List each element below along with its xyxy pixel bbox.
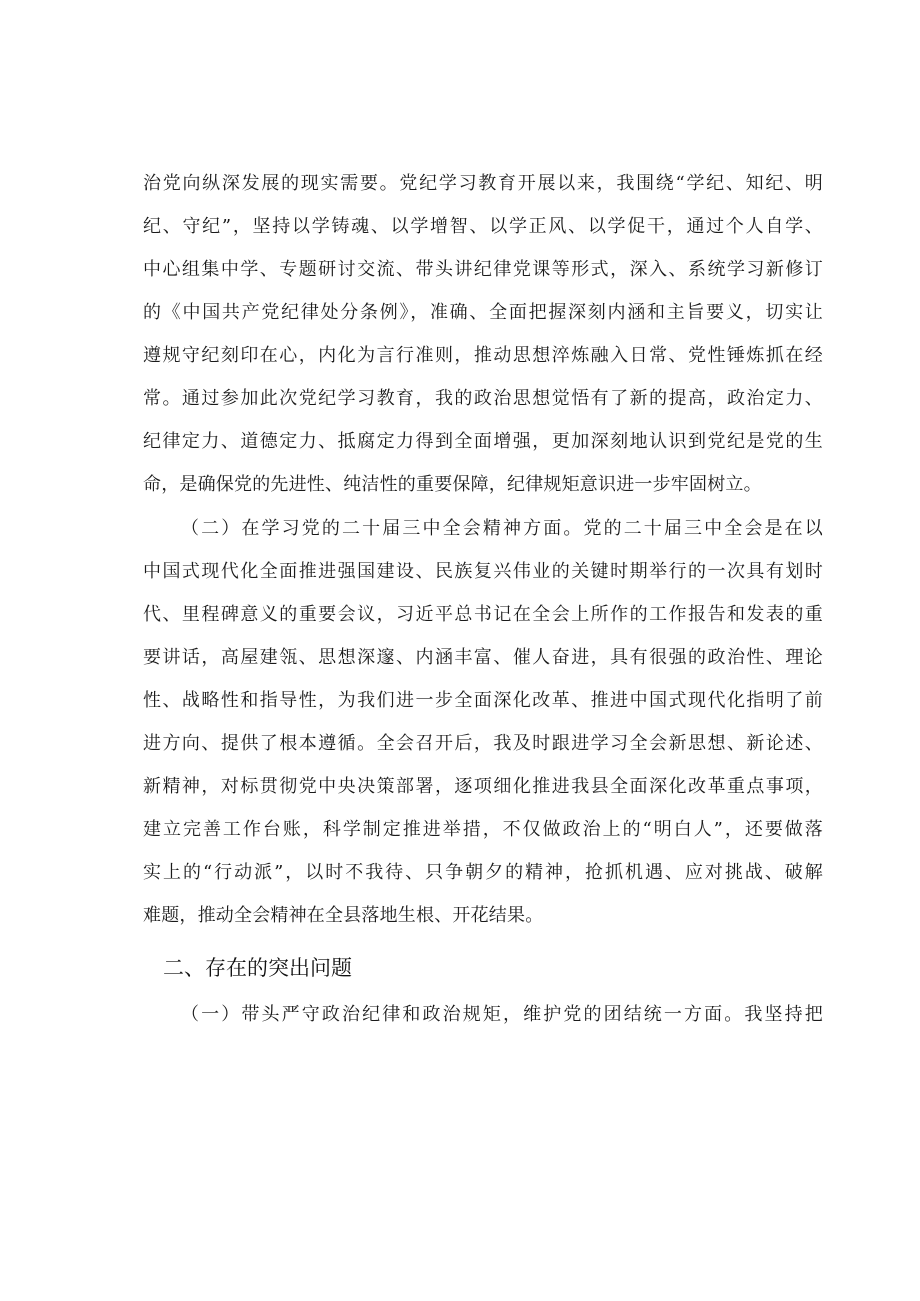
text-line: 性、战略性和指导性，为我们进一步全面深化改革、推进中国式现代化指明了前 <box>143 690 823 711</box>
text-line: 的《中国共产党纪律处分条例》，准确、全面把握深刻内涵和主旨要义，切实让 <box>143 302 823 323</box>
text-line: 遵规守纪刻印在心，内化为言行准则，推动思想淬炼融入日常、党性锤炼抓在经 <box>143 345 823 366</box>
text-line: 代、里程碑意义的重要会议，习近平总书记在全会上所作的工作报告和发表的重 <box>143 604 823 625</box>
section-heading: 二、存在的突出问题 <box>163 956 352 980</box>
text-line: 中心组集中学、专题研讨交流、带头讲纪律党课等形式，深入、系统学习新修订 <box>143 259 823 280</box>
text-line: 进方向、提供了根本遵循。全会召开后，我及时跟进学习全会新思想、新论述、 <box>143 733 823 754</box>
text-line: 中国式现代化全面推进强国建设、民族复兴伟业的关键时期举行的一次具有划时 <box>143 561 823 582</box>
text-line: 常。通过参加此次党纪学习教育，我的政治思想觉悟有了新的提高，政治定力、 <box>143 388 823 409</box>
text-line: 实上的“行动派”，以时不我待、只争朝夕的精神，抢抓机遇、应对挑战、破解 <box>143 862 823 883</box>
text-line: 纪、守纪”，坚持以学铸魂、以学增智、以学正风、以学促干，通过个人自学、 <box>143 216 823 237</box>
text-line: （一）带头严守政治纪律和政治规矩，维护党的团结统一方面。我坚持把 <box>181 1004 823 1025</box>
text-line: 难题，推动全会精神在全县落地生根、开花结果。 <box>143 905 544 926</box>
text-line: 建立完善工作台账，科学制定推进举措，不仅做政治上的“明白人”，还要做落 <box>143 819 823 840</box>
text-line: 新精神，对标贯彻党中央决策部署，逐项细化推进我县全面深化改革重点事项， <box>143 776 823 797</box>
text-line: 治党向纵深发展的现实需要。党纪学习教育开展以来，我围绕“学纪、知纪、明 <box>143 173 823 194</box>
text-line: 命，是确保党的先进性、纯洁性的重要保障，纪律规矩意识进一步牢固树立。 <box>143 474 762 495</box>
text-line: （二）在学习党的二十届三中全会精神方面。党的二十届三中全会是在以 <box>181 518 823 539</box>
text-line: 纪律定力、道德定力、抵腐定力得到全面增强，更加深刻地认识到党纪是党的生 <box>143 431 823 452</box>
text-line: 要讲话，高屋建瓴、思想深邃、内涵丰富、催人奋进，具有很强的政治性、理论 <box>143 647 823 668</box>
